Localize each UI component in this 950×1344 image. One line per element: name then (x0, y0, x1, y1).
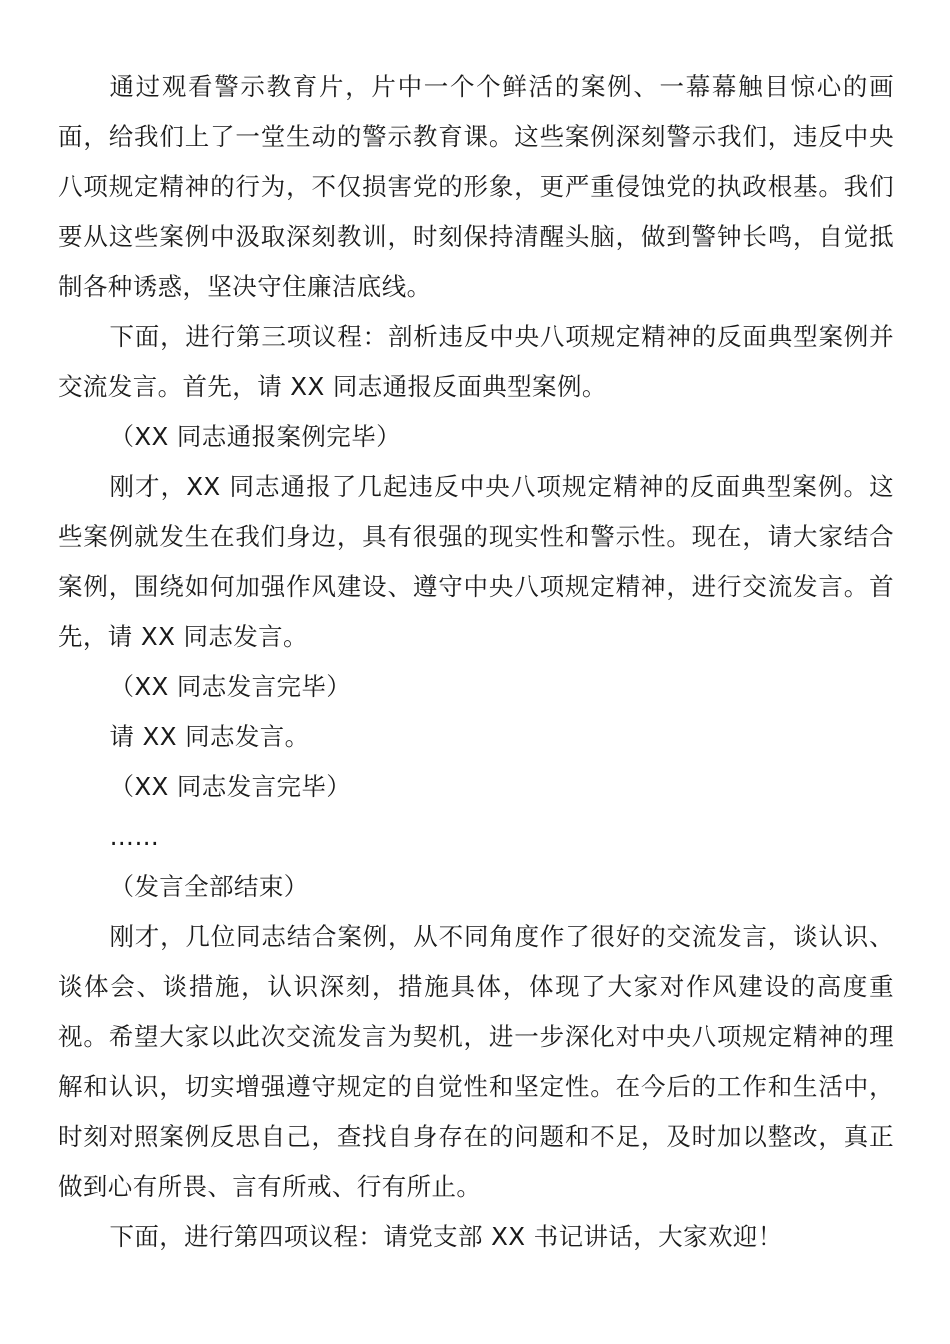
document-page (58, 62, 894, 1262)
paragraph-agenda-item-four: 下面，进行第四项议程：请党支部 XX 书记讲话，大家欢迎！ (109, 1222, 783, 1251)
paragraph-speech-review: 刚才，几位同志结合案例，从不同角度作了很好的交流发言，谈认识、谈体会、谈措施，认识深刻，措施具体，体现了大家对作风建设的高度重视。希望大家以此次交流发言为契机，进一步深化对中央八项规定精神的理解和认识，切实增强遵守规定的自觉性和坚定性。在今后的工作和生活中，时刻对照案例反思自己，查找自身存在的问题和不足，及时加以整改，真正做到心有所畏、言有所戒、行有所止。 (58, 922, 894, 1201)
paragraph-ellipsis: …… (109, 822, 160, 851)
paragraph-warning-film: 通过观看警示教育片，片中一个个鲜活的案例、一幕幕触目惊心的画面，给我们上了一堂生动的警示教育课。这些案例深刻警示我们，违反中央八项规定精神的行为，不仅损害党的形象，更严重侵蚀党的执政根基。我们要从这些案例中汲取深刻教训，时刻保持清醒头脑，做到警钟长鸣，自觉抵制各种诱惑，坚决守住廉洁底线。 (58, 72, 894, 301)
paragraph-case-summary: 刚才，XX 同志通报了几起违反中央八项规定精神的反面典型案例。这些案例就发生在我们身边，具有很强的现实性和警示性。现在，请大家结合案例，围绕如何加强作风建设、遵守中央八项规定精神，进行交流发言。首先，请 XX 同志发言。 (58, 472, 894, 651)
paragraph-speech-done-2: （XX 同志发言完毕） (109, 772, 352, 801)
paragraph-agenda-item-three: 下面，进行第三项议程：剖析违反中央八项规定精神的反面典型案例并交流发言。首先，请 XX 同志通报反面典型案例。 (58, 322, 894, 401)
paragraph-case-report-done: （XX 同志通报案例完毕） (109, 422, 401, 451)
paragraph-next-speaker: 请 XX 同志发言。 (109, 722, 310, 751)
paragraph-speech-done-1: （XX 同志发言完毕） (109, 672, 352, 701)
paragraph-all-speeches-done: （发言全部结束） (109, 872, 309, 901)
